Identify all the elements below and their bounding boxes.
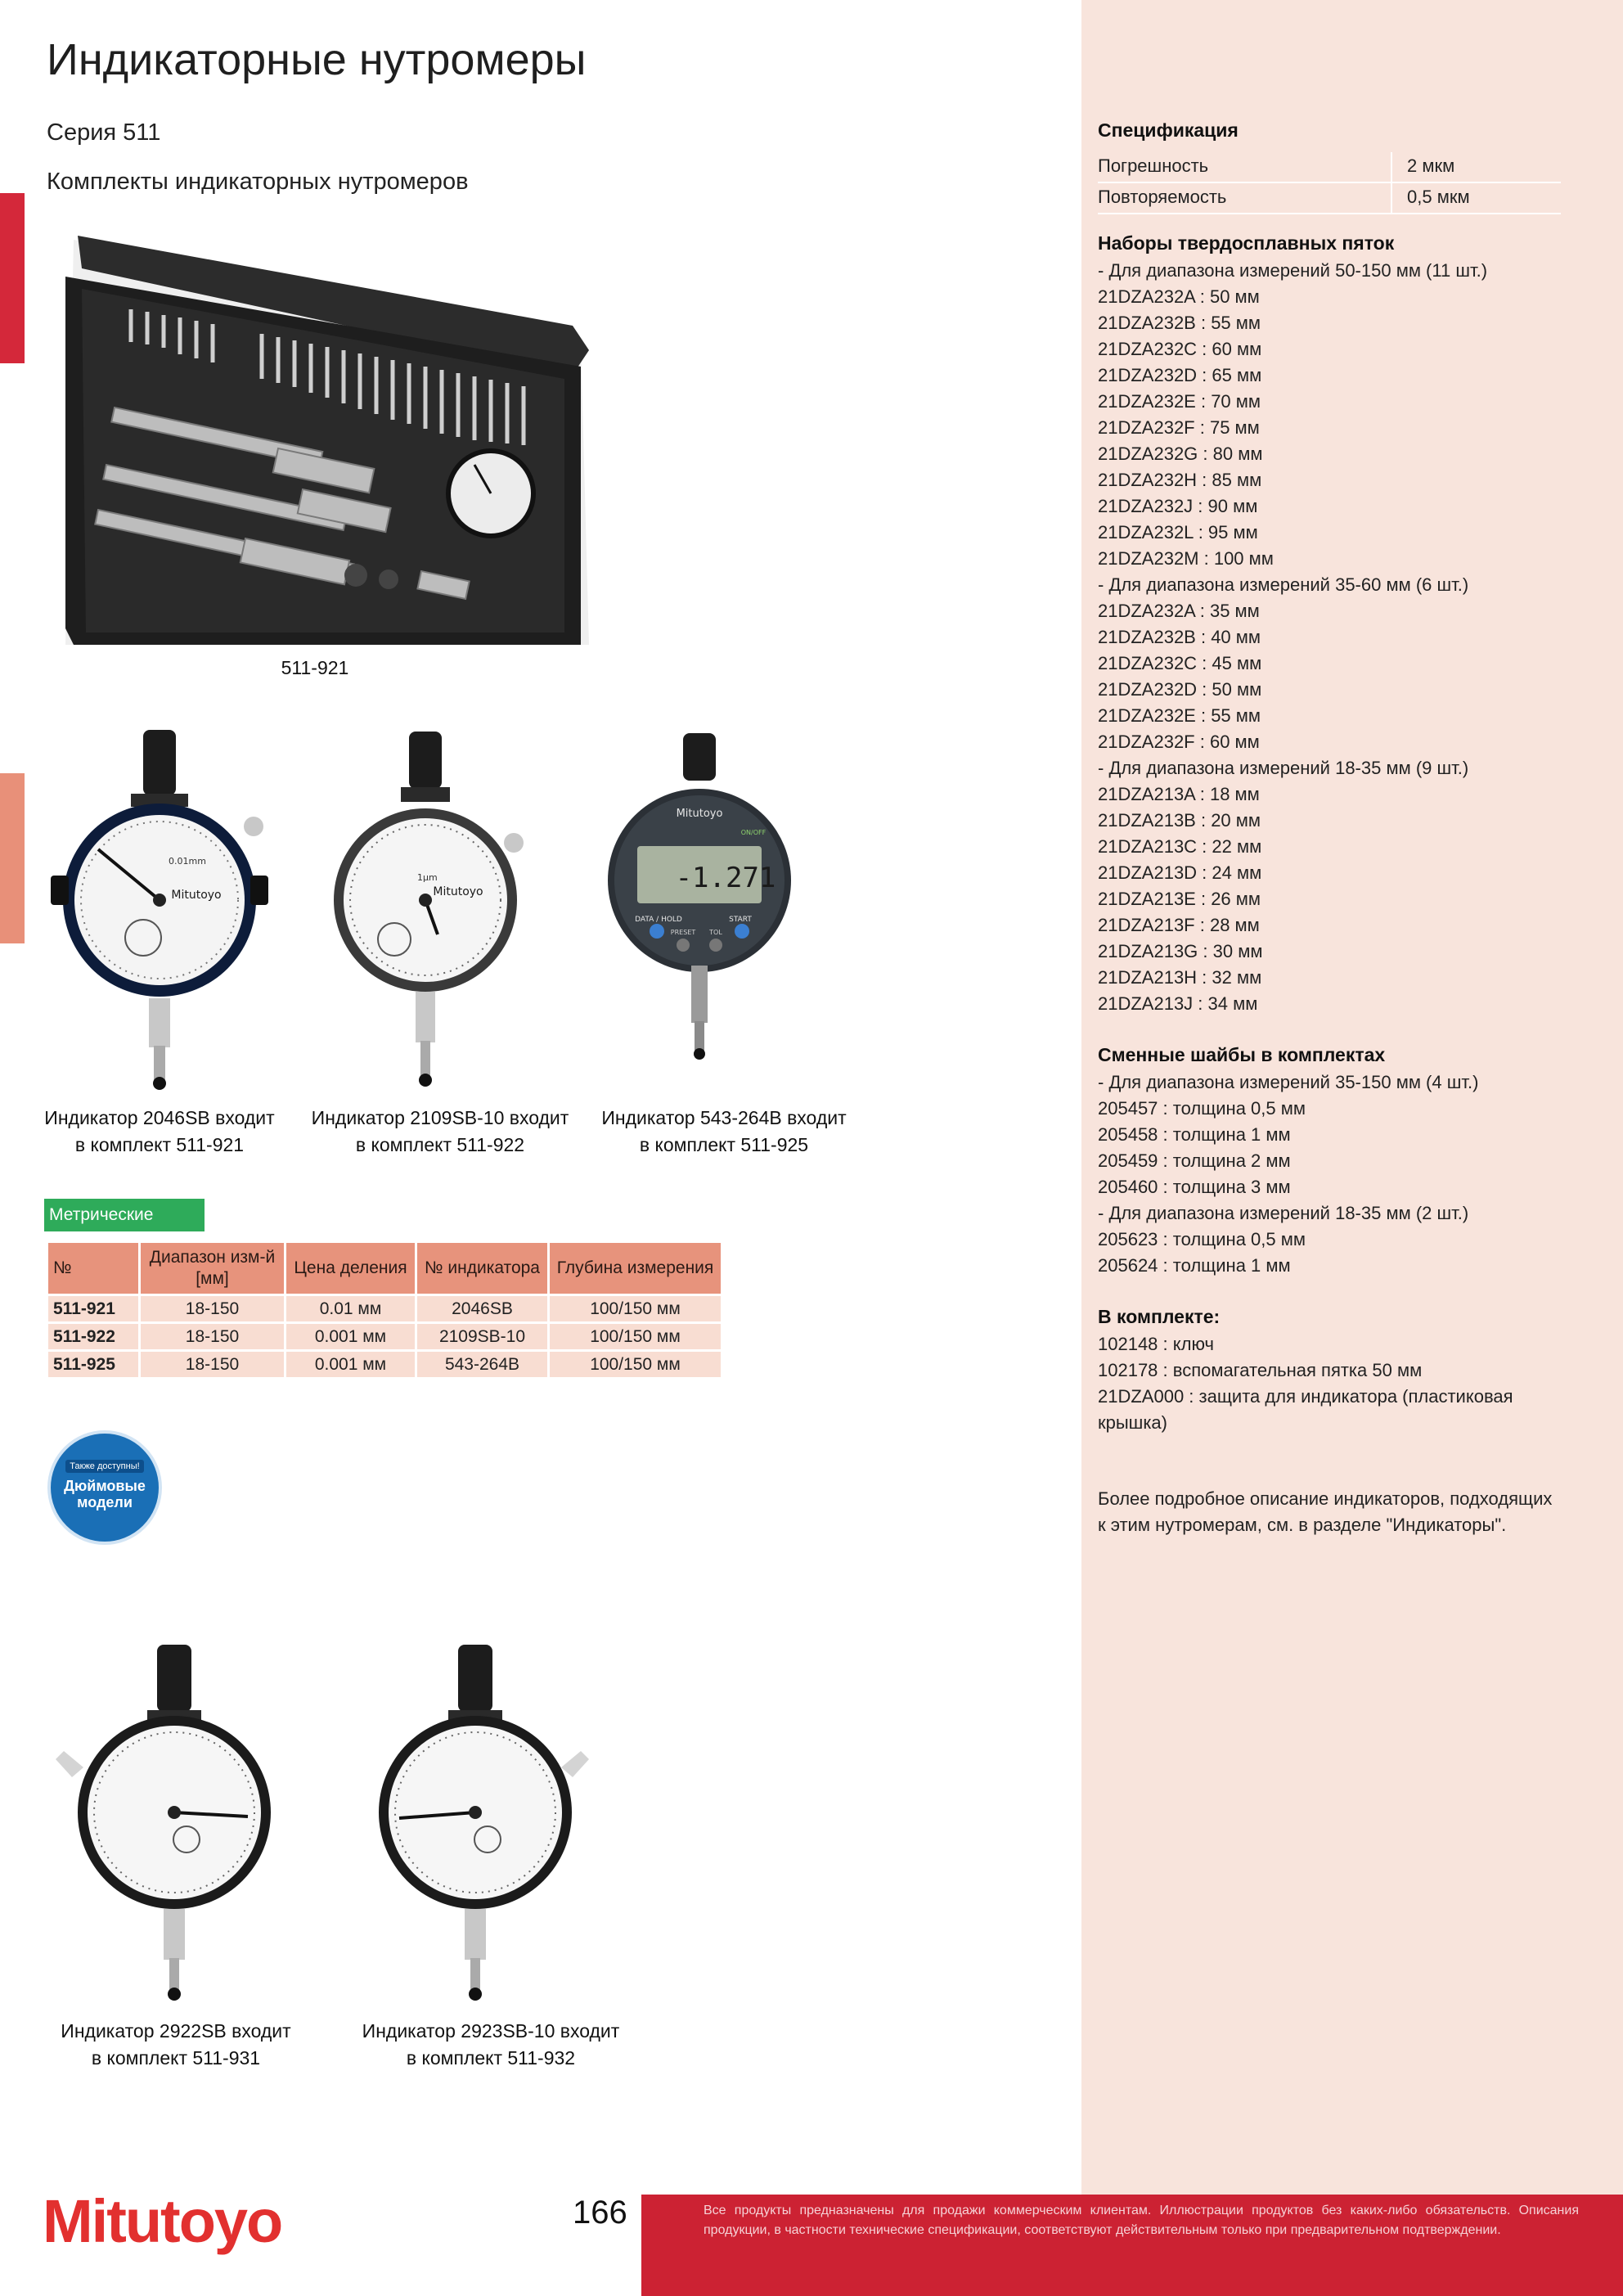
section-subtitle: Комплекты индикаторных нутромеров — [47, 169, 469, 195]
dial-indicator-2109sb10-image — [319, 720, 532, 1096]
svg-text:TOL: TOL — [709, 929, 722, 936]
col-indicator: № индикатора — [417, 1243, 547, 1294]
dial-indicator-2046sb-image — [49, 720, 270, 1096]
col-depth: Глубина измерения — [550, 1243, 721, 1294]
dial-indicator-2922sb-image — [47, 1636, 301, 2013]
list-item: 21DZA213J : 34 мм — [1098, 993, 1258, 1014]
table-row: 511-922 18-150 0.001 мм 2109SB-10 100/150 мм — [48, 1324, 721, 1349]
list-item: 205623 : толщина 0,5 мм — [1098, 1229, 1306, 1249]
list-item: крышка) — [1098, 1412, 1167, 1433]
list-item: 21DZA000 : защита для индикатора (пластиковая — [1098, 1386, 1513, 1407]
list-item: 102148 : ключ — [1098, 1334, 1214, 1354]
list-item: 21DZA213E : 26 мм — [1098, 889, 1261, 909]
indicator-caption-2922sb: Индикатор 2922SB входит в комплект 511-931 — [61, 2020, 291, 2069]
spec-table — [1098, 152, 1561, 214]
list-item: 21DZA232C : 60 мм — [1098, 339, 1262, 359]
list-item: 21DZA213F : 28 мм — [1098, 915, 1260, 935]
list-item: 21DZA232H : 85 мм — [1098, 470, 1262, 490]
svg-text:PRESET: PRESET — [670, 929, 696, 936]
spec-row: Повторяемость 0,5 мкм — [1098, 182, 1561, 214]
page-title: Индикаторные нутромеры — [47, 35, 587, 84]
svg-text:Mitutoyo: Mitutoyo — [171, 889, 222, 902]
list-item: - Для диапазона измерений 50-150 мм (11 шт.) — [1098, 260, 1488, 281]
list-item: 205460 : толщина 3 мм — [1098, 1177, 1291, 1197]
list-item: 21DZA232M : 100 мм — [1098, 548, 1274, 569]
col-range: Диапазон изм-й [мм] — [141, 1243, 284, 1294]
spec-heading: Спецификация — [1098, 119, 1239, 141]
list-item: 205458 : толщина 1 мм — [1098, 1124, 1291, 1145]
svg-text:ON/OFF: ON/OFF — [740, 829, 767, 836]
section-tab-salmon — [0, 773, 25, 943]
list-item: 21DZA232D : 50 мм — [1098, 679, 1262, 700]
digimatic-indicator-543-264b-image — [601, 720, 798, 1080]
anvils-list — [1098, 258, 1487, 1017]
list-item: 21DZA232E : 55 мм — [1098, 705, 1261, 726]
list-item: 21DZA232D : 65 мм — [1098, 365, 1262, 385]
anvils-heading: Наборы твердосплавных пяток — [1098, 232, 1395, 254]
reference-note: Более подробное описание индикаторов, подходящих к этим нутромерам, см. в разделе "Индикаторы". — [1098, 1488, 1553, 1535]
section-tab-red — [0, 193, 25, 363]
series-label: Серия 511 — [47, 119, 161, 146]
list-item: 21DZA232J : 90 мм — [1098, 496, 1258, 516]
list-item: 21DZA213C : 22 мм — [1098, 836, 1262, 857]
indicator-caption-2923sb10: Индикатор 2923SB-10 входит в комплект 511-932 — [362, 2020, 620, 2069]
list-item: 205624 : толщина 1 мм — [1098, 1255, 1291, 1276]
metric-table — [46, 1240, 723, 1380]
col-number: № — [48, 1243, 138, 1294]
inch-models-badge: Также доступны! Дюймовые модели — [47, 1430, 162, 1545]
washers-heading: Сменные шайбы в комплектах — [1098, 1044, 1386, 1065]
col-graduation: Цена деления — [286, 1243, 415, 1294]
included-heading: В комплекте: — [1098, 1306, 1221, 1327]
indicator-caption-543-264b: Индикатор 543-264B входит в комплект 511-925 — [601, 1107, 847, 1155]
list-item: 21DZA232A : 35 мм — [1098, 601, 1260, 621]
list-item: - Для диапазона измерений 18-35 мм (2 шт.) — [1098, 1203, 1469, 1223]
svg-text:0.01mm: 0.01mm — [169, 856, 206, 867]
list-item: 21DZA213G : 30 мм — [1098, 941, 1263, 961]
list-item: 21DZA232F : 60 мм — [1098, 732, 1260, 752]
list-item: 102178 : вспомагательная пятка 50 мм — [1098, 1360, 1423, 1380]
list-item: 21DZA232L : 95 мм — [1098, 522, 1258, 542]
svg-text:Mitutoyo: Mitutoyo — [676, 808, 723, 820]
indicator-caption-2046sb: Индикатор 2046SB входит в комплект 511-921 — [44, 1107, 275, 1155]
list-item: 21DZA213H : 32 мм — [1098, 967, 1262, 988]
mitutoyo-logo: Mitutoyo — [43, 2187, 282, 2255]
svg-text:START: START — [729, 916, 752, 924]
list-item: 21DZA232A : 50 мм — [1098, 286, 1260, 307]
included-list — [1098, 1331, 1513, 1436]
footer-disclaimer: Все продукты предназначены для продажи коммерческим клиентам. Иллюстрации продуктов без каких-либо обязательств. Описания продукции, в частности технические спецификации, соответствуют действительным только при предварительном подтверждении. — [704, 2204, 1579, 2237]
svg-text:-1.271: -1.271 — [675, 862, 776, 894]
list-item: 21DZA232E : 70 мм — [1098, 391, 1261, 412]
kit-caption: 511-921 — [281, 657, 349, 678]
spec-row: Погрешность 2 мкм — [1098, 152, 1561, 182]
metric-table-header — [48, 1243, 721, 1294]
table-row: 511-925 18-150 0.001 мм 543-264B 100/150 мм — [48, 1352, 721, 1377]
list-item: 21DZA213D : 24 мм — [1098, 862, 1262, 883]
table-row: 511-921 18-150 0.01 мм 2046SB 100/150 мм — [48, 1296, 721, 1321]
list-item: 21DZA213A : 18 мм — [1098, 784, 1260, 804]
page-number: 166 — [573, 2195, 627, 2231]
list-item: - Для диапазона измерений 18-35 мм (9 шт.) — [1098, 758, 1469, 778]
list-item: 21DZA232F : 75 мм — [1098, 417, 1260, 438]
dial-indicator-2923sb10-image — [344, 1636, 605, 2013]
list-item: - Для диапазона измерений 35-150 мм (4 шт.) — [1098, 1072, 1479, 1092]
metric-tag: Метрические — [44, 1199, 205, 1231]
indicator-caption-2109sb10: Индикатор 2109SB-10 входит в комплект 511-922 — [311, 1107, 569, 1155]
svg-text:DATA / HOLD: DATA / HOLD — [635, 916, 682, 924]
list-item: 205457 : толщина 0,5 мм — [1098, 1098, 1306, 1119]
list-item: - Для диапазона измерений 35-60 мм (6 шт.) — [1098, 574, 1469, 595]
washers-list — [1098, 1069, 1478, 1279]
kit-case-photo — [49, 219, 597, 661]
svg-text:Mitutoyo: Mitutoyo — [433, 885, 483, 898]
list-item: 205459 : толщина 2 мм — [1098, 1150, 1291, 1171]
list-item: 21DZA232B : 55 мм — [1098, 313, 1261, 333]
svg-text:1μm: 1μm — [417, 872, 438, 883]
list-item: 21DZA232B : 40 мм — [1098, 627, 1261, 647]
list-item: 21DZA232G : 80 мм — [1098, 443, 1263, 464]
list-item: 21DZA213B : 20 мм — [1098, 810, 1261, 831]
list-item: 21DZA232C : 45 мм — [1098, 653, 1262, 673]
